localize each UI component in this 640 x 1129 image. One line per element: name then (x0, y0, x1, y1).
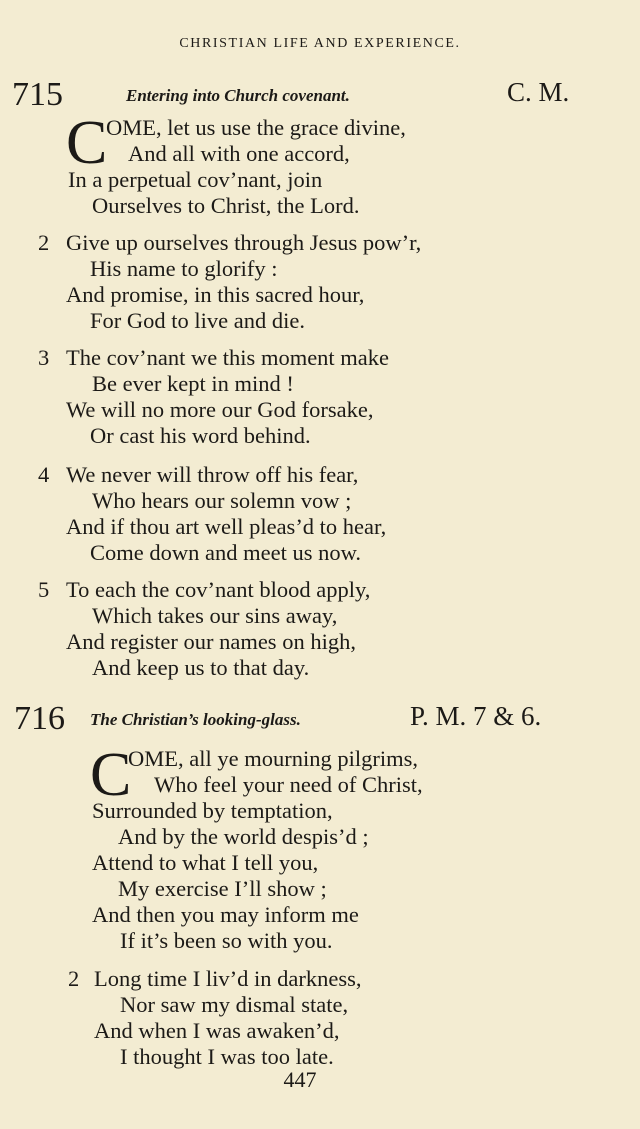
hymn-715-number: 715 (12, 76, 63, 113)
hymn-715-line: Or cast his word behind. (90, 423, 311, 448)
hymn-716-line: My exercise I’ll show ; (118, 876, 327, 901)
hymn-715-line: The cov’nant we this moment make (66, 345, 390, 370)
hymn-715-line: His name to glorify : (90, 256, 278, 281)
hymn-715-line: To each the cov’nant blood apply, (66, 577, 371, 602)
hymn-716-line: And then you may inform me (92, 902, 359, 927)
hymn-715-line: And all with one accord, (128, 141, 350, 166)
hymn-715-meter: C. M. (507, 77, 570, 107)
hymn-715-line: Come down and meet us now. (90, 540, 361, 565)
hymn-716-line: I thought I was too late. (120, 1044, 334, 1069)
hymn-715-title: Entering into Church covenant. (126, 86, 350, 105)
hymn-715-line: Ourselves to Christ, the Lord. (92, 193, 360, 218)
hymn-716-line: Who feel your need of Christ, (154, 772, 423, 797)
hymn-715-dropcap: C (66, 109, 108, 177)
hymn-715-line: And keep us to that day. (92, 655, 310, 680)
hymn-716-line: Long time I liv’d in darkness, (94, 966, 362, 991)
hymn-716-line: If it’s been so with you. (120, 928, 333, 953)
hymn-716-number: 716 (14, 700, 65, 737)
verse-number: 2 (38, 230, 50, 255)
hymn-716-meter: P. M. 7 & 6. (410, 701, 542, 731)
hymn-715-line: For God to live and die. (90, 308, 305, 333)
hymn-716-line: And when I was awaken’d, (94, 1018, 340, 1043)
hymn-716-title: The Christian’s looking-glass. (90, 710, 301, 729)
hymn-716-dropcap: C (90, 741, 132, 809)
hymn-716-line: Nor saw my dismal state, (120, 992, 349, 1017)
hymn-716-line: Attend to what I tell you, (92, 850, 319, 875)
hymn-715-line: Give up ourselves through Jesus pow’r, (66, 230, 422, 255)
hymn-715-line: We never will throw off his fear, (66, 462, 359, 487)
hymn-715-line: OME, let us use the grace divine, (106, 115, 406, 140)
hymn-716-line: OME, all ye mourning pilgrims, (128, 746, 418, 771)
hymn-715-line: Which takes our sins away, (92, 603, 338, 628)
hymn-715-line: Be ever kept in mind ! (92, 371, 294, 396)
running-head: CHRISTIAN LIFE AND EXPERIENCE. (179, 36, 461, 51)
verse-number: 5 (38, 577, 50, 602)
hymn-715-line: In a perpetual cov’nant, join (68, 167, 323, 192)
verse-number: 4 (38, 462, 50, 487)
verse-number: 2 (68, 966, 80, 991)
hymn-716-line: And by the world despis’d ; (118, 824, 369, 849)
hymn-715-line: Who hears our solemn vow ; (92, 488, 352, 513)
hymn-716-line: Surrounded by temptation, (92, 798, 333, 823)
hymn-715-line: And if thou art well pleas’d to hear, (66, 514, 387, 539)
hymn-715-line: And promise, in this sacred hour, (66, 282, 365, 307)
hymn-715-line: We will no more our God forsake, (66, 397, 374, 422)
verse-number: 3 (38, 345, 50, 370)
page-number: 447 (283, 1067, 317, 1092)
hymn-715-line: And register our names on high, (66, 629, 356, 654)
